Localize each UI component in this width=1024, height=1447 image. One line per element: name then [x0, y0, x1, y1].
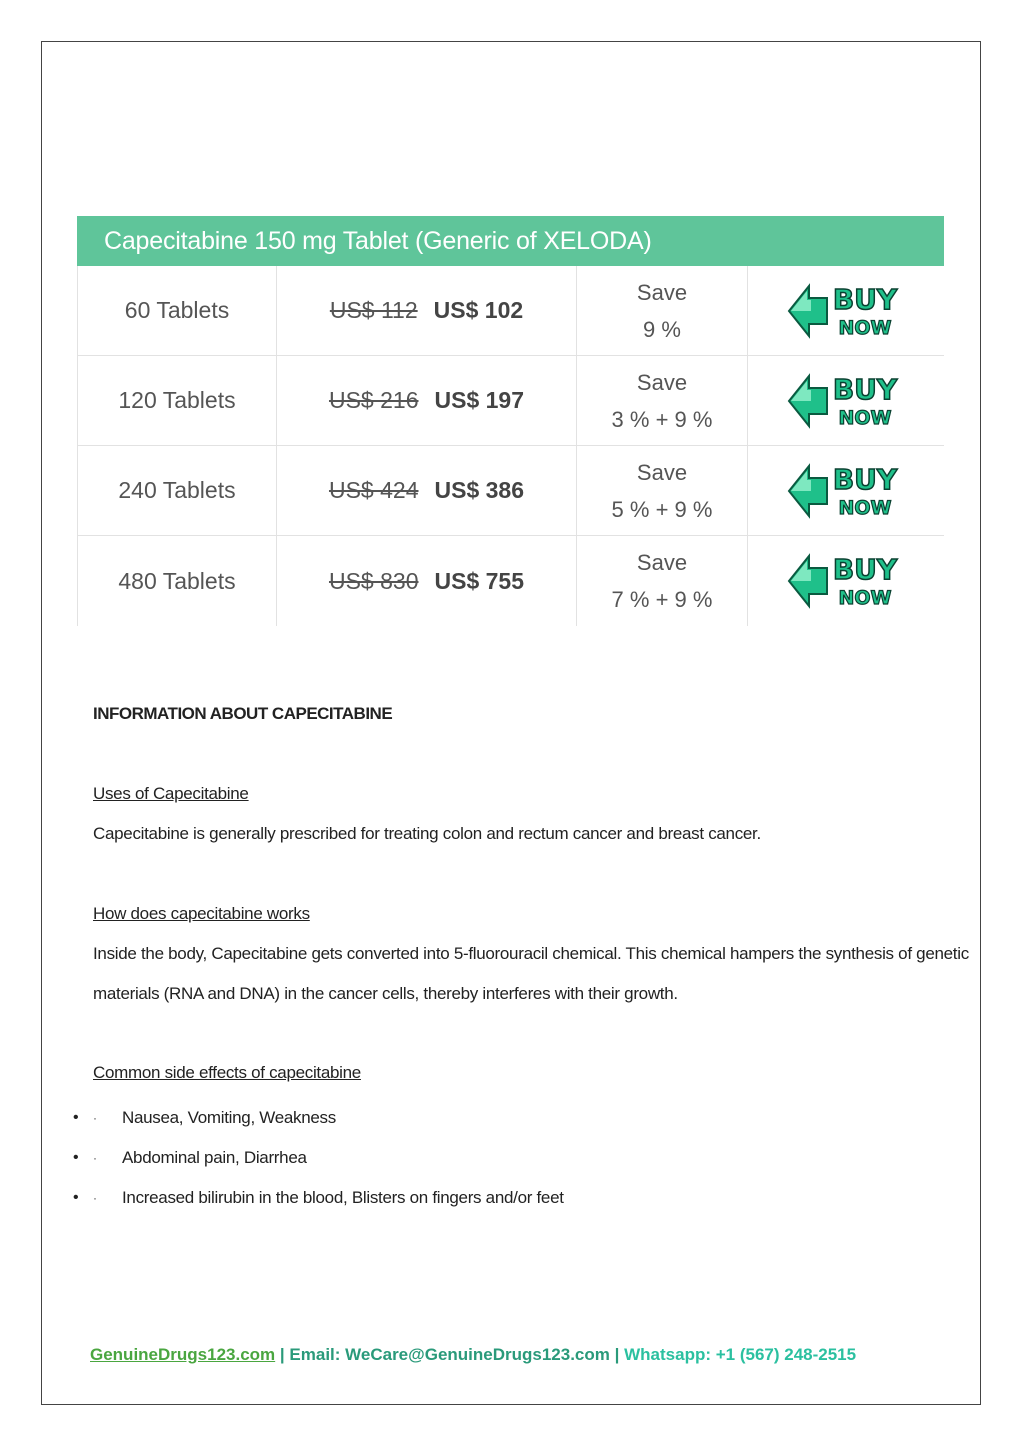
buy-now-arrow-icon [787, 282, 905, 340]
buy-now-button[interactable] [787, 372, 905, 430]
new-price: US$ 755 [434, 567, 525, 594]
table-row [77, 536, 944, 626]
buy-now-arrow-icon [787, 462, 905, 520]
buy-now-arrow-icon [787, 552, 905, 610]
buy-text: BUY [832, 462, 898, 496]
buy-text: BUY [832, 372, 898, 406]
save-cell [577, 536, 748, 626]
save-value: 3 % + 9 % [611, 406, 713, 432]
site-link[interactable]: GenuineDrugs123.com [90, 1345, 276, 1364]
works-text-line-1: Inside the body, Capecitabine gets converted into 5-fluorouracil chemical. This chemical hampers the synthesis of genetic [93, 944, 969, 963]
now-text: NOW [838, 406, 892, 429]
bullet-mid: · [93, 1151, 97, 1165]
works-heading: How does capecitabine works [93, 904, 310, 923]
now-text: NOW [838, 316, 892, 339]
side-effect-text: Abdominal pain, Diarrhea [122, 1148, 307, 1167]
table-row [77, 446, 944, 536]
save-label: Save [636, 369, 688, 395]
buy-cell [748, 536, 944, 626]
side-effects-heading: Common side effects of capecitabine [93, 1063, 361, 1082]
table-header [77, 216, 944, 266]
quantity-cell: 60 Tablets [77, 266, 277, 355]
save-label: Save [636, 459, 688, 485]
side-effect-text: Nausea, Vomiting, Weakness [122, 1108, 336, 1127]
price-cell [277, 446, 577, 535]
list-item [73, 1178, 564, 1218]
save-label: Save [636, 550, 688, 575]
bullet-mid: · [93, 1111, 97, 1125]
now-text: NOW [838, 496, 892, 519]
save-cell [577, 446, 748, 535]
buy-now-button[interactable] [787, 552, 905, 610]
price-cell [277, 266, 577, 355]
old-price: US$ 216 [328, 387, 419, 413]
uses-text: Capecitabine is generally prescribed for treating colon and rectum cancer and breast cancer. [93, 824, 761, 843]
bullet: • [73, 1189, 79, 1206]
now-text: NOW [838, 587, 892, 609]
price-cell [277, 356, 577, 445]
price-table [77, 216, 944, 626]
table-row [77, 356, 944, 446]
buy-now-arrow-icon [787, 372, 905, 430]
works-text-line-2: materials (RNA and DNA) in the cancer cells, thereby interferes with their growth. [93, 984, 678, 1003]
buy-now-button[interactable] [787, 282, 905, 340]
buy-cell [748, 266, 944, 355]
footer [90, 1345, 856, 1365]
quantity-cell: 240 Tablets [77, 446, 277, 535]
side-effects-list [73, 1098, 564, 1218]
new-price: US$ 102 [433, 297, 524, 323]
footer-email[interactable]: Email: WeCare@GenuineDrugs123.com [289, 1345, 610, 1364]
save-value: 7 % + 9 % [611, 587, 713, 612]
buy-cell [748, 356, 944, 445]
save-label: Save [636, 279, 688, 305]
old-price: US$ 424 [328, 477, 419, 503]
save-cell [577, 356, 748, 445]
bullet: • [73, 1109, 79, 1126]
save-cell [577, 266, 748, 355]
save-value: 5 % + 9 % [611, 496, 713, 522]
price-cell [277, 536, 577, 626]
new-price: US$ 197 [434, 387, 525, 413]
new-price: US$ 386 [434, 477, 525, 503]
footer-separator: | [279, 1345, 285, 1364]
buy-text: BUY [832, 553, 898, 586]
old-price: US$ 112 [329, 297, 418, 323]
side-effect-text: Increased bilirubin in the blood, Blisters on fingers and/or feet [122, 1188, 564, 1207]
uses-heading: Uses of Capecitabine [93, 784, 249, 803]
bullet: • [73, 1149, 79, 1166]
info-title: INFORMATION ABOUT CAPECITABINE [93, 704, 393, 723]
old-price: US$ 830 [328, 567, 419, 594]
footer-separator: | [614, 1345, 620, 1364]
buy-cell [748, 446, 944, 535]
bullet-mid: · [93, 1191, 97, 1205]
save-value: 9 % [643, 316, 681, 342]
table-title: Capecitabine 150 mg Tablet (Generic of XELODA) [104, 226, 652, 255]
footer-whatsapp[interactable]: Whatsapp: +1 (567) 248-2515 [624, 1345, 857, 1364]
table-row [77, 266, 944, 356]
buy-text: BUY [832, 282, 898, 316]
quantity-cell: 480 Tablets [77, 536, 277, 626]
list-item [73, 1138, 564, 1178]
quantity-cell: 120 Tablets [77, 356, 277, 445]
list-item [73, 1098, 564, 1138]
buy-now-button[interactable] [787, 462, 905, 520]
